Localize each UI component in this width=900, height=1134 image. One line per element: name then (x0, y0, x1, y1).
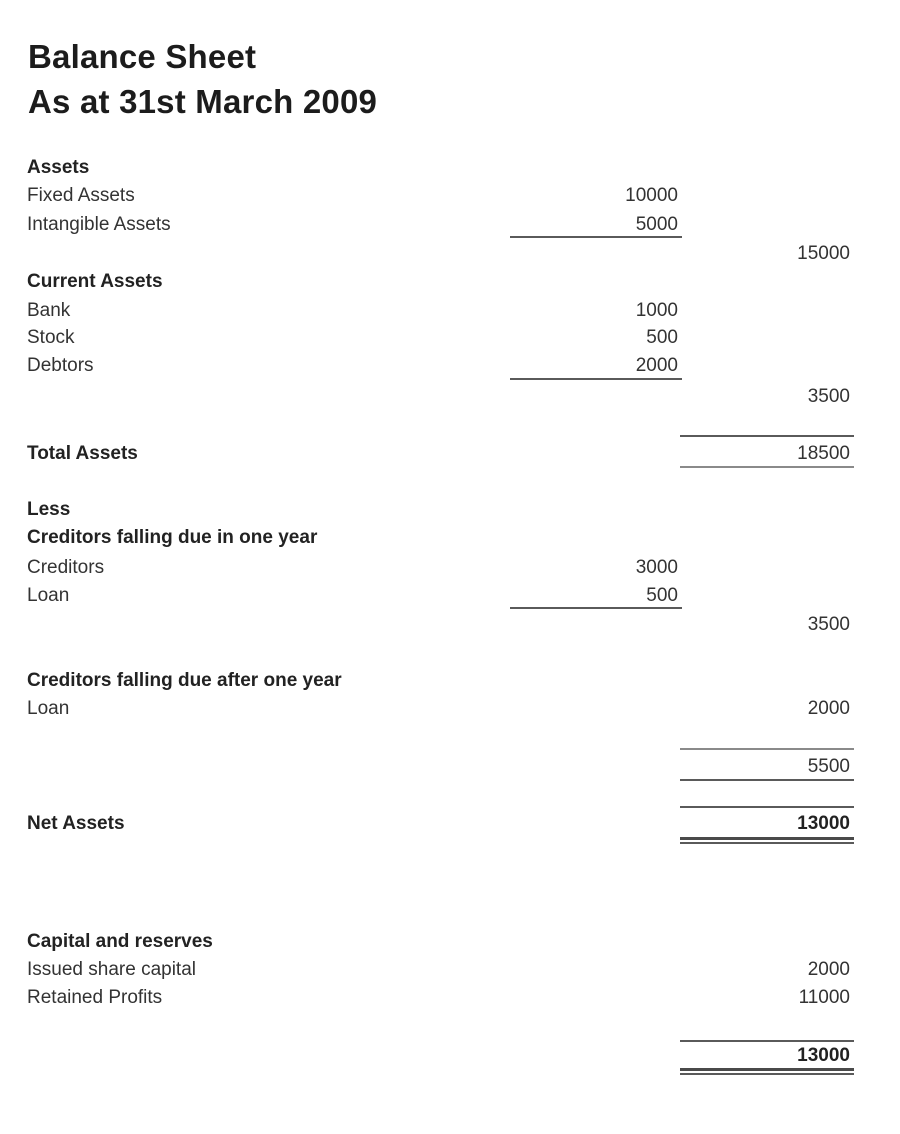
less-heading: Less (27, 499, 71, 520)
current-liabilities-subtotal-rule (510, 607, 682, 609)
current-liabilities-heading: Creditors falling due in one year (27, 527, 318, 548)
issued-share-capital-label: Issued share capital (27, 959, 196, 980)
assets-subtotal-value: 15000 (797, 243, 850, 264)
intangible-assets-value: 5000 (635, 214, 678, 235)
bank-value: 1000 (635, 300, 678, 321)
capital-total-top-rule (680, 1040, 854, 1042)
creditors-label: Creditors (27, 557, 105, 578)
current-assets-subtotal-rule (510, 378, 682, 380)
stock-label: Stock (27, 327, 75, 348)
creditors-value: 3000 (635, 557, 678, 578)
fixed-assets-label: Fixed Assets (27, 185, 135, 206)
current-liabilities-subtotal-value: 3500 (807, 614, 850, 635)
stock-value: 500 (646, 327, 678, 348)
capital-total-value: 13000 (797, 1045, 850, 1066)
assets-subtotal-rule (510, 236, 682, 238)
intangible-assets-label: Intangible Assets (27, 214, 171, 235)
net-assets-label: Net Assets (27, 813, 125, 834)
retained-profits-label: Retained Profits (27, 987, 163, 1008)
long-term-loan-value: 2000 (807, 698, 850, 719)
net-assets-top-rule (680, 806, 854, 808)
current-assets-subtotal-value: 3500 (807, 386, 850, 407)
total-assets-label: Total Assets (27, 443, 138, 464)
net-assets-double-rule-1 (680, 837, 854, 840)
current-assets-heading: Current Assets (27, 271, 163, 292)
capital-total-double-rule-2 (680, 1073, 854, 1075)
issued-share-capital-value: 2000 (807, 959, 850, 980)
debtors-value: 2000 (635, 355, 678, 376)
net-assets-double-rule-2 (680, 842, 854, 844)
fixed-assets-value: 10000 (625, 185, 678, 206)
net-assets-value: 13000 (797, 813, 850, 834)
bank-label: Bank (27, 300, 71, 321)
total-assets-bottom-rule (680, 466, 854, 468)
retained-profits-value: 11000 (798, 987, 850, 1008)
total-liabilities-bottom-rule (680, 779, 854, 781)
short-term-loan-label: Loan (27, 585, 70, 606)
long-term-loan-label: Loan (27, 698, 70, 719)
document-date: As at 31st March 2009 (28, 83, 378, 120)
assets-heading: Assets (27, 157, 90, 178)
total-assets-top-rule (680, 435, 854, 437)
debtors-label: Debtors (27, 355, 94, 376)
short-term-loan-value: 500 (646, 585, 678, 606)
total-assets-value: 18500 (797, 443, 850, 464)
capital-total-double-rule-1 (680, 1068, 854, 1071)
capital-reserves-heading: Capital and reserves (27, 931, 213, 952)
document-title: Balance Sheet (28, 38, 257, 75)
long-term-liabilities-heading: Creditors falling due after one year (27, 670, 342, 691)
total-liabilities-value: 5500 (807, 756, 850, 777)
total-liabilities-top-rule (680, 748, 854, 750)
